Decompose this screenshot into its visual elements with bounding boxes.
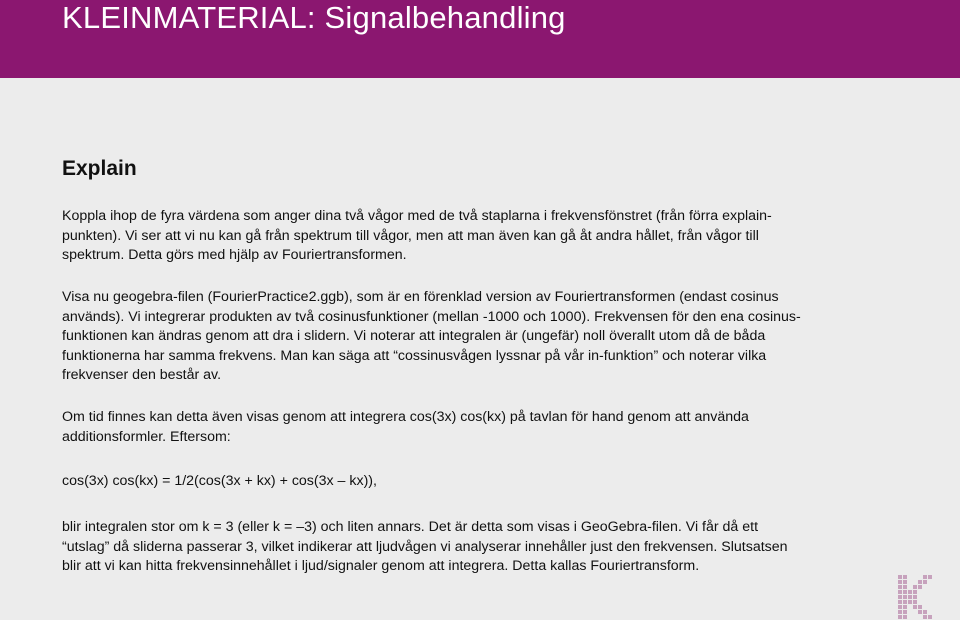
paragraph-line: Koppla ihop de fyra värdena som anger dina två vågor med de två staplarna i frekvensfönstret (från förra explain-: [62, 208, 772, 224]
logo-dot: [903, 590, 907, 594]
logo-dot: [918, 610, 922, 614]
logo-dot: [898, 595, 902, 599]
formula-line: cos(3x) cos(kx) = 1/2(cos(3x + kx) + cos(3x – kx)),: [62, 473, 377, 489]
formula: [62, 472, 852, 492]
logo-dot: [898, 585, 902, 589]
paragraph-line: additionsformler. Eftersom:: [62, 428, 231, 445]
logo-dot: [913, 600, 917, 604]
logo-dot: [903, 610, 907, 614]
paragraph-line: används). Vi integrerar produkten av två cosinusfunktioner (mellan -1000 och 1000). Frekvensen för den ena cosinus-: [62, 308, 801, 325]
logo-dot: [928, 575, 932, 579]
paragraph-line: “utslag” då sliderna passerar 3, vilket indikerar att ljudvågen vi analyserar innehåller just den frekvensen. Slutsatsen: [62, 538, 788, 555]
k-logo-icon: [894, 574, 940, 620]
logo-dot: [913, 595, 917, 599]
logo-dot: [913, 590, 917, 594]
logo-dot: [908, 590, 912, 594]
logo-dot: [918, 605, 922, 609]
logo-dot: [908, 600, 912, 604]
logo-dot: [898, 615, 902, 619]
paragraph-line: blir integralen stor om k = 3 (eller k = –3) och liten annars. Det är detta som visas i GeoGebra-filen. Vi får då ett: [62, 519, 759, 535]
logo-dot: [923, 580, 927, 584]
logo-dot: [903, 600, 907, 604]
logo-dot: [903, 585, 907, 589]
logo-dot: [898, 580, 902, 584]
logo-dot: [898, 605, 902, 609]
paragraph-line: punkten). Vi ser att vi nu kan gå från spektrum till vågor, men att man även kan gå åt andra hållet, från vågor till: [62, 227, 759, 244]
header-bar: [0, 0, 960, 78]
logo-dot: [923, 615, 927, 619]
paragraph-line: spektrum. Detta görs med hjälp av Fouriertransformen.: [62, 247, 407, 264]
logo-dot: [913, 605, 917, 609]
paragraph-line: funktionen kan ändras genom att dra i slidern. Vi noterar att integralen är (ungefär) noll överallt utom då de båda: [62, 328, 766, 345]
paragraph-line: blir att vi kan hitta frekvensinnehållet i ljud/signaler genom att integrera. Detta kallas Fouriertransform.: [62, 558, 700, 575]
paragraph-by-hand: [62, 408, 852, 447]
logo-dot: [898, 590, 902, 594]
logo-dot: [923, 610, 927, 614]
section-heading: Explain: [62, 157, 137, 180]
logo-dot: [898, 575, 902, 579]
logo-dot: [928, 615, 932, 619]
logo-dot: [918, 585, 922, 589]
logo-dot: [898, 610, 902, 614]
paragraph-line: Visa nu geogebra-filen (FourierPractice2.ggb), som är en förenklad version av Fouriertransformen (endast cosinus: [62, 289, 779, 305]
logo-dot: [913, 585, 917, 589]
paragraph-line: Om tid finnes kan detta även visas genom att integrera cos(3x) cos(kx) på tavlan för hand genom att använda: [62, 409, 749, 425]
logo-dot: [918, 580, 922, 584]
page-title: KLEINMATERIAL: Signalbehandling: [62, 0, 566, 35]
logo-dot: [903, 615, 907, 619]
logo-dot: [903, 605, 907, 609]
paragraph-line: funktionerna har samma frekvens. Man kan säga att “cossinusvågen lyssnar på vår in-funktion” och noterar vilka: [62, 347, 767, 364]
logo-dot: [923, 575, 927, 579]
logo-dot: [903, 595, 907, 599]
logo-dot: [898, 600, 902, 604]
paragraph-intro: [62, 207, 852, 266]
logo-dot: [908, 595, 912, 599]
paragraph-conclusion: [62, 518, 852, 577]
logo-dot: [903, 580, 907, 584]
logo-dot: [903, 575, 907, 579]
paragraph-geogebra: [62, 288, 852, 386]
paragraph-line: frekvenser den består av.: [62, 367, 222, 384]
